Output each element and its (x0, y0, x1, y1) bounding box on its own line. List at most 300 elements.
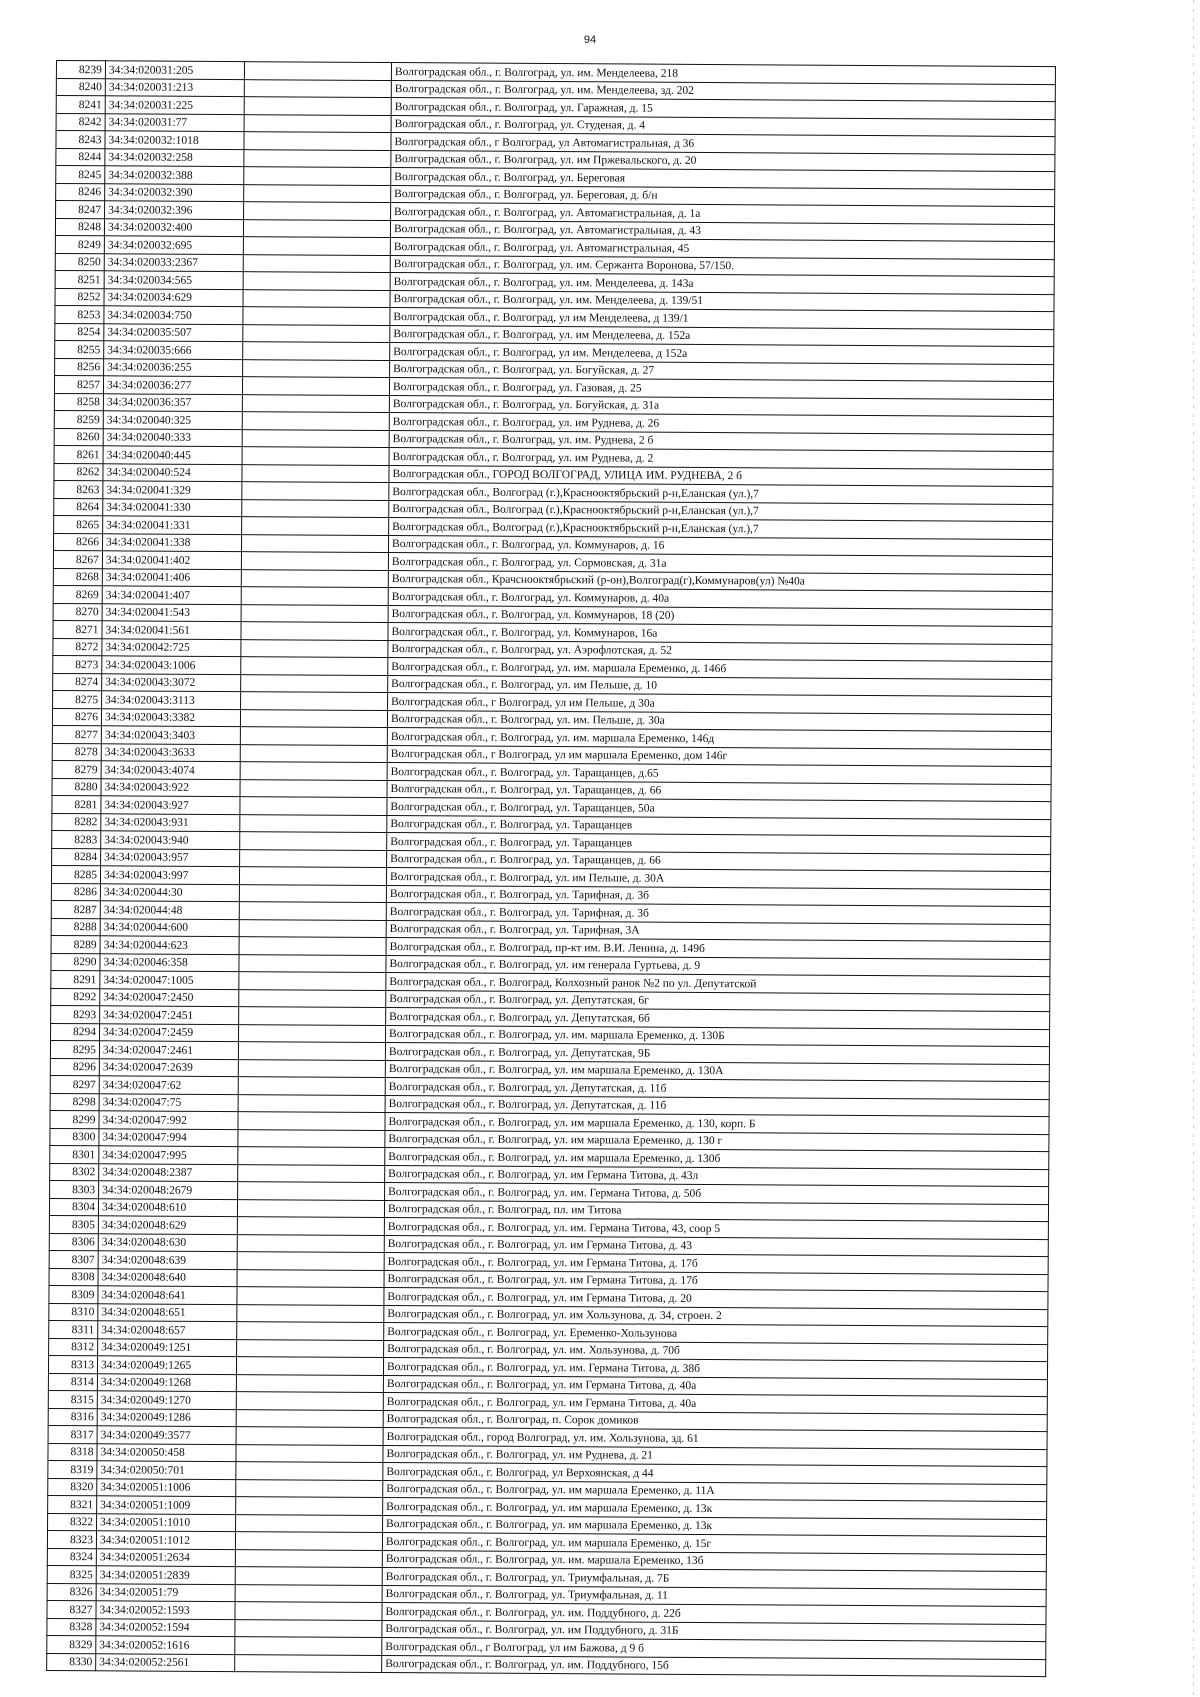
row-number-cell: 8253 (55, 305, 104, 323)
cadastral-number-cell: 34:34:020047:62 (99, 1076, 238, 1094)
address-cell: Волгоградская обл., г. Волгоград, ул. им маршала Еременко, д. 15г (382, 1533, 1046, 1555)
empty-cell (242, 482, 389, 500)
row-number-cell: 8311 (49, 1320, 98, 1338)
row-number-cell: 8295 (50, 1040, 99, 1058)
cadastral-number-cell: 34:34:020032:258 (105, 148, 244, 166)
cadastral-number-cell: 34:34:020044:623 (100, 936, 239, 954)
cadastral-number-cell: 34:34:020047:2451 (100, 1006, 239, 1024)
cadastral-number-cell: 34:34:020032:388 (105, 166, 244, 184)
row-number-cell: 8265 (54, 515, 103, 533)
empty-cell (244, 167, 391, 185)
address-cell: Волгоградская обл., г. Волгоград, ул. им. Руднева, 2 б (389, 430, 1053, 452)
row-number-cell: 8286 (51, 883, 100, 901)
row-number-cell: 8330 (47, 1653, 96, 1671)
address-cell: Волгоградская обл., г. Волгоград, ул. Газовая, д. 25 (389, 378, 1053, 400)
address-cell: Волгоградская обл., г. Волгоград, ул. Автомагистральная, 45 (390, 238, 1054, 260)
empty-cell (242, 534, 389, 552)
empty-cell (240, 779, 387, 797)
address-cell: Волгоградская обл., г. Волгоград, ул. Богуйская, д. 27 (390, 360, 1054, 382)
empty-cell (238, 1059, 385, 1077)
row-number-cell: 8316 (48, 1408, 97, 1426)
row-number-cell: 8277 (52, 725, 101, 743)
address-cell: Волгоградская обл., г. Волгоград, ул. им маршала Еременко, д. 130, корп. Б (385, 1113, 1049, 1135)
address-cell: Волгоградская обл., г. Волгоград, ул. Еременко-Хользунова (384, 1323, 1048, 1345)
address-cell: Волгоградская обл., г. Волгоград, ул. им Германа Титова, д. 43л (385, 1165, 1049, 1187)
row-number-cell: 8274 (53, 673, 102, 691)
cadastral-number-cell: 34:34:020041:331 (103, 516, 242, 534)
row-number-cell: 8288 (51, 918, 100, 936)
cadastral-number-cell: 34:34:020048:630 (98, 1233, 237, 1251)
address-cell: Волгоградская обл., г. Волгоград, ул. им. маршала Еременко, 146д (387, 728, 1051, 750)
address-cell: Волгоградская обл., г. Волгоград, ул. им Поддубного, д. 31Б (382, 1620, 1046, 1642)
address-cell: Волгоградская обл., г. Волгоград, ул. Сормовская, д. 31а (388, 553, 1052, 575)
empty-cell (243, 307, 390, 325)
empty-cell (244, 62, 391, 80)
cadastral-number-cell: 34:34:020047:2639 (99, 1058, 238, 1076)
cadastral-number-cell: 34:34:020034:750 (104, 306, 243, 324)
row-number-cell: 8281 (52, 795, 101, 813)
cadastral-number-cell: 34:34:020035:666 (104, 341, 243, 359)
address-cell: Волгоградская обл., г. Волгоград, ул. Богуйская, д. 31а (389, 395, 1053, 417)
address-cell: Волгоградская обл., г. Волгоград, ул. Береговая (391, 168, 1055, 190)
row-number-cell: 8303 (50, 1180, 99, 1198)
empty-cell (242, 517, 389, 535)
cadastral-number-cell: 34:34:020051:1010 (97, 1513, 236, 1531)
cadastral-number-cell: 34:34:020048:610 (98, 1198, 237, 1216)
row-number-cell: 8283 (52, 830, 101, 848)
address-cell: Волгоградская обл., г. Волгоград, ул. Коммунаров, 18 (20) (388, 605, 1052, 627)
cadastral-number-cell: 34:34:020041:338 (103, 533, 242, 551)
empty-cell (239, 937, 386, 955)
empty-cell (243, 324, 390, 342)
empty-cell (244, 149, 391, 167)
cadastral-number-cell: 34:34:020032:695 (104, 236, 243, 254)
row-number-cell: 8250 (55, 253, 104, 271)
empty-cell (237, 1322, 384, 1340)
empty-cell (244, 132, 391, 150)
row-number-cell: 8293 (51, 1005, 100, 1023)
empty-cell (239, 972, 386, 990)
row-number-cell: 8317 (48, 1425, 97, 1443)
empty-cell (240, 814, 387, 832)
address-cell: Волгоградская обл., г. Волгоград, ул. им. маршала Еременко, д. 146б (388, 658, 1052, 680)
row-number-cell: 8278 (52, 743, 101, 761)
empty-cell (237, 1199, 384, 1217)
row-number-cell: 8318 (48, 1443, 97, 1461)
address-cell: Волгоградская обл., г Волгоград, ул Автомагистральная, д 36 (391, 133, 1055, 155)
empty-cell (243, 254, 390, 272)
cadastral-number-cell: 34:34:020052:2561 (96, 1653, 235, 1671)
address-cell: Волгоградская обл., г. Волгоград, ул. им Хользунова, д. 34, строен. 2 (384, 1305, 1048, 1327)
address-cell: Волгоградская обл., г. Волгоград, ул. Тарифная, 3А (386, 920, 1050, 942)
empty-cell (243, 219, 390, 237)
row-number-cell: 8302 (50, 1163, 99, 1181)
address-cell: Волгоградская обл., г. Волгоград, ул. им маршала Еременко, д. 13к (383, 1515, 1047, 1537)
row-number-cell: 8251 (55, 270, 104, 288)
empty-cell (236, 1479, 383, 1497)
row-number-cell: 8266 (54, 533, 103, 551)
empty-cell (243, 289, 390, 307)
empty-cell (243, 237, 390, 255)
cadastral-number-cell: 34:34:020052:1593 (96, 1601, 235, 1619)
empty-cell (235, 1584, 382, 1602)
row-number-cell: 8315 (48, 1390, 97, 1408)
row-number-cell: 8292 (51, 988, 100, 1006)
row-number-cell: 8262 (54, 463, 103, 481)
row-number-cell: 8246 (56, 183, 105, 201)
row-number-cell: 8272 (53, 638, 102, 656)
row-number-cell: 8244 (56, 148, 105, 166)
cadastral-number-cell: 34:34:020041:406 (102, 568, 241, 586)
empty-cell (243, 272, 390, 290)
cadastral-number-cell: 34:34:020048:651 (98, 1303, 237, 1321)
cadastral-number-cell: 34:34:020043:3382 (101, 708, 240, 726)
empty-cell (242, 499, 389, 517)
row-number-cell: 8261 (54, 445, 103, 463)
cadastral-number-cell: 34:34:020036:357 (103, 393, 242, 411)
address-cell: Волгоградская обл., г Волгоград, ул им Пельше, д 30а (388, 693, 1052, 715)
cadastral-number-cell: 34:34:020047:75 (99, 1093, 238, 1111)
cadastral-number-cell: 34:34:020048:629 (98, 1216, 237, 1234)
row-number-cell: 8300 (50, 1128, 99, 1146)
row-number-cell: 8326 (47, 1583, 96, 1601)
empty-cell (241, 639, 388, 657)
cadastral-number-cell: 34:34:020047:2461 (99, 1041, 238, 1059)
row-number-cell: 8287 (51, 900, 100, 918)
cadastral-number-cell: 34:34:020031:225 (105, 96, 244, 114)
row-number-cell: 8280 (52, 778, 101, 796)
row-number-cell: 8314 (48, 1373, 97, 1391)
cadastral-number-cell: 34:34:020043:922 (101, 778, 240, 796)
row-number-cell: 8282 (52, 813, 101, 831)
empty-cell (239, 884, 386, 902)
cadastral-number-cell: 34:34:020049:1251 (98, 1338, 237, 1356)
empty-cell (238, 1077, 385, 1095)
row-number-cell: 8245 (56, 166, 105, 184)
empty-cell (236, 1497, 383, 1515)
address-cell: Волгоградская обл., ГОРОД ВОЛГОГРАД, УЛИЦА ИМ. РУДНЕВА, 2 б (389, 465, 1053, 487)
cadastral-number-cell: 34:34:020043:957 (101, 848, 240, 866)
address-cell: Волгоградская обл., г. Волгоград, ул. им Руднева, д. 26 (389, 413, 1053, 435)
empty-cell (237, 1217, 384, 1235)
property-registry-table (46, 60, 1056, 1677)
empty-cell (238, 1094, 385, 1112)
row-number-cell: 8319 (48, 1460, 97, 1478)
cadastral-number-cell: 34:34:020036:255 (104, 358, 243, 376)
empty-cell (242, 412, 389, 430)
cadastral-number-cell: 34:34:020032:396 (105, 201, 244, 219)
row-number-cell: 8242 (56, 113, 105, 131)
address-cell: Волгоградская обл., г. Волгоград, ул. Автомагистральная, д. 43 (390, 220, 1054, 242)
address-cell: Волгоградская обл., г. Волгоград, Колхозный ранок №2 по ул. Депутатской (386, 973, 1050, 995)
cadastral-number-cell: 34:34:020052:1594 (96, 1618, 235, 1636)
empty-cell (242, 447, 389, 465)
address-cell: Волгоградская обл., г. Волгоград, ул. им Руднева, д. 2 (389, 448, 1053, 470)
address-cell: Волгоградская обл., г. Волгоград, ул. им Пржевальского, д. 20 (391, 150, 1055, 172)
empty-cell (242, 394, 389, 412)
row-number-cell: 8312 (49, 1338, 98, 1356)
cadastral-number-cell: 34:34:020043:4074 (101, 761, 240, 779)
address-cell: Волгоградская обл., г. Волгоград, ул. им. Менделеева, зд. 202 (391, 80, 1055, 102)
address-cell: Волгоградская обл., г. Волгоград, ул. Таращанцев, д. 66 (387, 850, 1051, 872)
cadastral-number-cell: 34:34:020040:524 (103, 463, 242, 481)
address-cell: Волгоградская обл., г. Волгоград, ул. Аэрофлотская, д. 52 (388, 640, 1052, 662)
empty-cell (240, 762, 387, 780)
row-number-cell: 8254 (55, 323, 104, 341)
address-cell: Волгоградская обл., г. Волгоград, ул. Триумфальная, д. 11 (382, 1585, 1046, 1607)
cadastral-number-cell: 34:34:020049:1265 (97, 1356, 236, 1374)
row-number-cell: 8243 (56, 131, 105, 149)
address-cell: Волгоградская обл., г. Волгоград, ул. им Менделеева, д. 152а (390, 325, 1054, 347)
row-number-cell: 8324 (47, 1548, 96, 1566)
address-cell: Волгоградская обл., Волгоград (г.),Краснооктябрьский р-н,Еланская (ул.),7 (389, 518, 1053, 540)
empty-cell (236, 1427, 383, 1445)
empty-cell (244, 114, 391, 132)
empty-cell (240, 744, 387, 762)
empty-cell (243, 359, 390, 377)
row-number-cell: 8285 (51, 865, 100, 883)
row-number-cell: 8240 (56, 78, 105, 96)
cadastral-number-cell: 34:34:020051:79 (96, 1583, 235, 1601)
address-cell: Волгоградская обл., г. Волгоград, ул. им. Менделеева, 218 (391, 63, 1055, 85)
address-cell: Волгоградская обл., г. Волгоград, ул. Таращанцев, д.65 (387, 763, 1051, 785)
address-cell: Волгоградская обл., г. Волгоград, ул. им. Пельше, д. 30а (387, 710, 1051, 732)
row-number-cell: 8329 (47, 1635, 96, 1653)
empty-cell (241, 692, 388, 710)
cadastral-number-cell: 34:34:020046:358 (100, 953, 239, 971)
address-cell: Волгоградская обл., г. Волгоград, ул. им. Германа Титова, д. 50б (385, 1183, 1049, 1205)
cadastral-number-cell: 34:34:020036:277 (103, 376, 242, 394)
empty-cell (235, 1602, 382, 1620)
address-cell: Волгоградская обл., г. Волгоград, ул. им Германа Титова, д. 43 (384, 1235, 1048, 1257)
address-cell: Волгоградская обл., г. Волгоград, ул. Триумфальная, д. 7Б (382, 1568, 1046, 1590)
cadastral-number-cell: 34:34:020048:2679 (99, 1181, 238, 1199)
cadastral-number-cell: 34:34:020034:629 (104, 288, 243, 306)
row-number-cell: 8322 (48, 1513, 97, 1531)
address-cell: Волгоградская обл., г. Волгоград, ул. им. Германа Титова, 43, соор 5 (384, 1218, 1048, 1240)
address-cell: Волгоградская обл., г Волгоград, ул им маршала Еременко, дом 146г (387, 745, 1051, 767)
empty-cell (236, 1514, 383, 1532)
cadastral-number-cell: 34:34:020049:3577 (97, 1426, 236, 1444)
row-number-cell: 8297 (50, 1075, 99, 1093)
address-cell: Волгоградская обл., г. Волгоград, ул им. Менделеева, д 152а (390, 343, 1054, 365)
empty-cell (240, 709, 387, 727)
address-cell: Волгоградская обл., г. Волгоград, ул. Депутатская, д. 11б (385, 1078, 1049, 1100)
cadastral-number-cell: 34:34:020041:407 (102, 586, 241, 604)
address-cell: Волгоградская обл., г. Волгоград, ул. Таращанцев (387, 815, 1051, 837)
cadastral-number-cell: 34:34:020043:3403 (101, 726, 240, 744)
cadastral-number-cell: 34:34:020031:205 (105, 61, 244, 79)
cadastral-number-cell: 34:34:020035:507 (104, 323, 243, 341)
address-cell: Волгоградская обл., Волгоград (г.),Краснооктябрьский р-н,Еланская (ул.),7 (389, 500, 1053, 522)
empty-cell (240, 832, 387, 850)
address-cell: Волгоградская обл., г. Волгоград, ул. Коммунаров, д. 40а (388, 588, 1052, 610)
cadastral-number-cell: 34:34:020042:725 (102, 638, 241, 656)
address-cell: Волгоградская обл., г. Волгоград, ул. им Германа Титова, д. 40а (383, 1375, 1047, 1397)
cadastral-number-cell: 34:34:020032:400 (104, 218, 243, 236)
cadastral-number-cell: 34:34:020048:657 (98, 1321, 237, 1339)
address-cell: Волгоградская обл., г. Волгоград, ул. им. Германа Титова, д. 38б (383, 1358, 1047, 1380)
empty-cell (241, 674, 388, 692)
address-cell: Волгоградская обл., г. Волгоград, ул. им маршала Еременко, д. 130 г (385, 1130, 1049, 1152)
address-cell: Волгоградская обл., г. Волгоград, ул. им. Сержанта Воронова, 57/150. (390, 255, 1054, 277)
empty-cell (235, 1654, 382, 1672)
empty-cell (243, 342, 390, 360)
empty-cell (238, 1164, 385, 1182)
address-cell: Волгоградская обл., г. Волгоград, ул Верхоянская, д 44 (383, 1463, 1047, 1485)
cadastral-number-cell: 34:34:020040:445 (103, 446, 242, 464)
empty-cell (239, 954, 386, 972)
empty-cell (236, 1392, 383, 1410)
row-number-cell: 8256 (55, 358, 104, 376)
row-number-cell: 8304 (49, 1198, 98, 1216)
cadastral-number-cell: 34:34:020048:641 (98, 1286, 237, 1304)
row-number-cell: 8239 (56, 61, 105, 79)
cadastral-number-cell: 34:34:020047:2450 (100, 988, 239, 1006)
address-cell: Волгоградская обл., г. Волгоград, ул. им. Менделеева, д. 139/51 (390, 290, 1054, 312)
row-number-cell: 8273 (53, 655, 102, 673)
row-number-cell: 8298 (50, 1093, 99, 1111)
row-number-cell: 8301 (50, 1145, 99, 1163)
empty-cell (238, 1182, 385, 1200)
address-cell: Волгоградская обл., г. Волгоград, п. Сорок домиков (383, 1410, 1047, 1432)
address-cell: Волгоградская обл., г. Волгоград, ул. им. маршала Еременко, 13б (382, 1550, 1046, 1572)
cadastral-number-cell: 34:34:020048:2387 (99, 1163, 238, 1181)
row-number-cell: 8284 (52, 848, 101, 866)
row-number-cell: 8270 (53, 603, 102, 621)
row-number-cell: 8258 (54, 393, 103, 411)
cadastral-number-cell: 34:34:020034:565 (104, 271, 243, 289)
cadastral-number-cell: 34:34:020043:1006 (102, 656, 241, 674)
row-number-cell: 8276 (52, 708, 101, 726)
empty-cell (241, 569, 388, 587)
address-cell: Волгоградская обл., г. Волгоград, ул. Тарифная, д. 3б (386, 885, 1050, 907)
cadastral-number-cell: 34:34:020047:992 (99, 1111, 238, 1129)
row-number-cell: 8294 (51, 1023, 100, 1041)
cadastral-number-cell: 34:34:020050:701 (97, 1461, 236, 1479)
cadastral-number-cell: 34:34:020041:402 (102, 551, 241, 569)
row-number-cell: 8264 (54, 498, 103, 516)
row-number-cell: 8328 (47, 1618, 96, 1636)
address-cell: Волгоградская обл., г. Волгоград, ул. им Германа Титова, д. 17б (384, 1270, 1048, 1292)
empty-cell (238, 1042, 385, 1060)
cadastral-number-cell: 34:34:020043:931 (101, 813, 240, 831)
row-number-cell: 8247 (56, 201, 105, 219)
cadastral-number-cell: 34:34:020040:333 (103, 428, 242, 446)
cadastral-number-cell: 34:34:020051:1006 (97, 1478, 236, 1496)
address-cell: Волгоградская обл., г. Волгоград, ул. Таращанцев, 50а (387, 798, 1051, 820)
row-number-cell: 8255 (55, 340, 104, 358)
cadastral-number-cell: 34:34:020049:1270 (97, 1391, 236, 1409)
page-number: 94 (583, 34, 597, 46)
empty-cell (238, 1147, 385, 1165)
row-number-cell: 8260 (54, 428, 103, 446)
row-number-cell: 8289 (51, 935, 100, 953)
address-cell: Волгоградская обл., г. Волгоград, пр-кт им. В.И. Ленина, д. 149б (386, 938, 1050, 960)
address-cell: Волгоградская обл., г. Волгоград, ул. им маршала Еременко, д. 130б (385, 1148, 1049, 1170)
empty-cell (236, 1357, 383, 1375)
row-number-cell: 8252 (55, 288, 104, 306)
empty-cell (242, 464, 389, 482)
address-cell: Волгоградская обл., г. Волгоград, ул. им Германа Титова, д. 40а (383, 1393, 1047, 1415)
empty-cell (241, 604, 388, 622)
cadastral-number-cell: 34:34:020032:1018 (105, 131, 244, 149)
empty-cell (238, 1112, 385, 1130)
empty-cell (239, 1024, 386, 1042)
cadastral-number-cell: 34:34:020049:1268 (97, 1373, 236, 1391)
cadastral-number-cell: 34:34:020047:2459 (100, 1023, 239, 1041)
row-number-cell: 8325 (47, 1565, 96, 1583)
row-number-cell: 8269 (53, 585, 102, 603)
cadastral-number-cell: 34:34:020051:1009 (97, 1496, 236, 1514)
cadastral-number-cell: 34:34:020041:329 (103, 481, 242, 499)
cadastral-number-cell: 34:34:020041:543 (102, 603, 241, 621)
row-number-cell: 8279 (52, 760, 101, 778)
empty-cell (235, 1619, 382, 1637)
row-number-cell: 8320 (48, 1478, 97, 1496)
cadastral-number-cell: 34:34:020049:1286 (97, 1408, 236, 1426)
cadastral-number-cell: 34:34:020051:2634 (96, 1548, 235, 1566)
address-cell: Волгоградская обл., г Волгоград, ул им Бажова, д 9 б (382, 1638, 1046, 1660)
address-cell: Волгоградская обл., г. Волгоград, ул. им Германа Титова, д. 17б (384, 1253, 1048, 1275)
cadastral-number-cell: 34:34:020031:77 (105, 113, 244, 131)
address-cell: Волгоградская обл., г. Волгоград, ул. Таращанцев (387, 833, 1051, 855)
row-number-cell: 8290 (51, 953, 100, 971)
address-cell: Волгоградская обл., г. Волгоград, ул. Тарифная, д. 3б (386, 903, 1050, 925)
address-cell: Волгоградская обл., г. Волгоград, ул. им Германа Титова, д. 20 (384, 1288, 1048, 1310)
row-number-cell: 8321 (48, 1495, 97, 1513)
address-cell: Волгоградская обл., г. Волгоград, ул. Береговая, д. б/н (391, 185, 1055, 207)
address-cell: Волгоградская обл., г. Волгоград, ул. им генерала Гуртьева, д. 9 (386, 955, 1050, 977)
address-cell: Волгоградская обл., г. Волгоград, ул. им. Менделеева, д. 143а (390, 273, 1054, 295)
empty-cell (236, 1409, 383, 1427)
row-number-cell: 8271 (53, 620, 102, 638)
row-number-cell: 8268 (53, 568, 102, 586)
empty-cell (244, 97, 391, 115)
cadastral-number-cell: 34:34:020044:48 (100, 901, 239, 919)
address-cell: Волгоградская обл., г. Волгоград, ул. им маршала Еременко, д. 11А (383, 1480, 1047, 1502)
empty-cell (241, 622, 388, 640)
row-number-cell: 8249 (55, 235, 104, 253)
row-number-cell: 8259 (54, 410, 103, 428)
empty-cell (236, 1374, 383, 1392)
address-cell: Волгоградская обл., г. Волгоград, ул. им. маршала Еременко, д. 130Б (386, 1025, 1050, 1047)
cadastral-number-cell: 34:34:020031:213 (105, 78, 244, 96)
address-cell: Волгоградская обл., г. Волгоград, ул. им. Поддубного, д. 22б (382, 1603, 1046, 1625)
row-number-cell: 8267 (53, 550, 102, 568)
address-cell: Волгоградская обл., г. Волгоград, ул. им. Хользунова, д. 70б (384, 1340, 1048, 1362)
address-cell: Волгоградская обл., г. Волгоград, ул. Коммунаров, 16а (388, 623, 1052, 645)
empty-cell (241, 552, 388, 570)
cadastral-number-cell: 34:34:020043:3633 (101, 743, 240, 761)
row-number-cell: 8296 (50, 1058, 99, 1076)
cadastral-number-cell: 34:34:020048:639 (98, 1251, 237, 1269)
empty-cell (237, 1339, 384, 1357)
row-number-cell: 8263 (54, 480, 103, 498)
cadastral-number-cell: 34:34:020047:994 (99, 1128, 238, 1146)
address-cell: Волгоградская обл., г. Волгоград, ул. им. Поддубного, 15б (382, 1655, 1046, 1677)
address-cell: Волгоградская обл., г. Волгоград, ул. им маршала Еременко, д. 130А (385, 1060, 1049, 1082)
cadastral-number-cell: 34:34:020043:927 (101, 796, 240, 814)
row-number-cell: 8327 (47, 1600, 96, 1618)
address-cell: Волгоградская обл., г. Волгоград, ул. Депутатская, 9Б (385, 1043, 1049, 1065)
cadastral-number-cell: 34:34:020051:1012 (96, 1531, 235, 1549)
empty-cell (237, 1287, 384, 1305)
cadastral-number-cell: 34:34:020051:2839 (96, 1566, 235, 1584)
empty-cell (235, 1567, 382, 1585)
row-number-cell: 8313 (48, 1355, 97, 1373)
row-number-cell: 8248 (55, 218, 104, 236)
